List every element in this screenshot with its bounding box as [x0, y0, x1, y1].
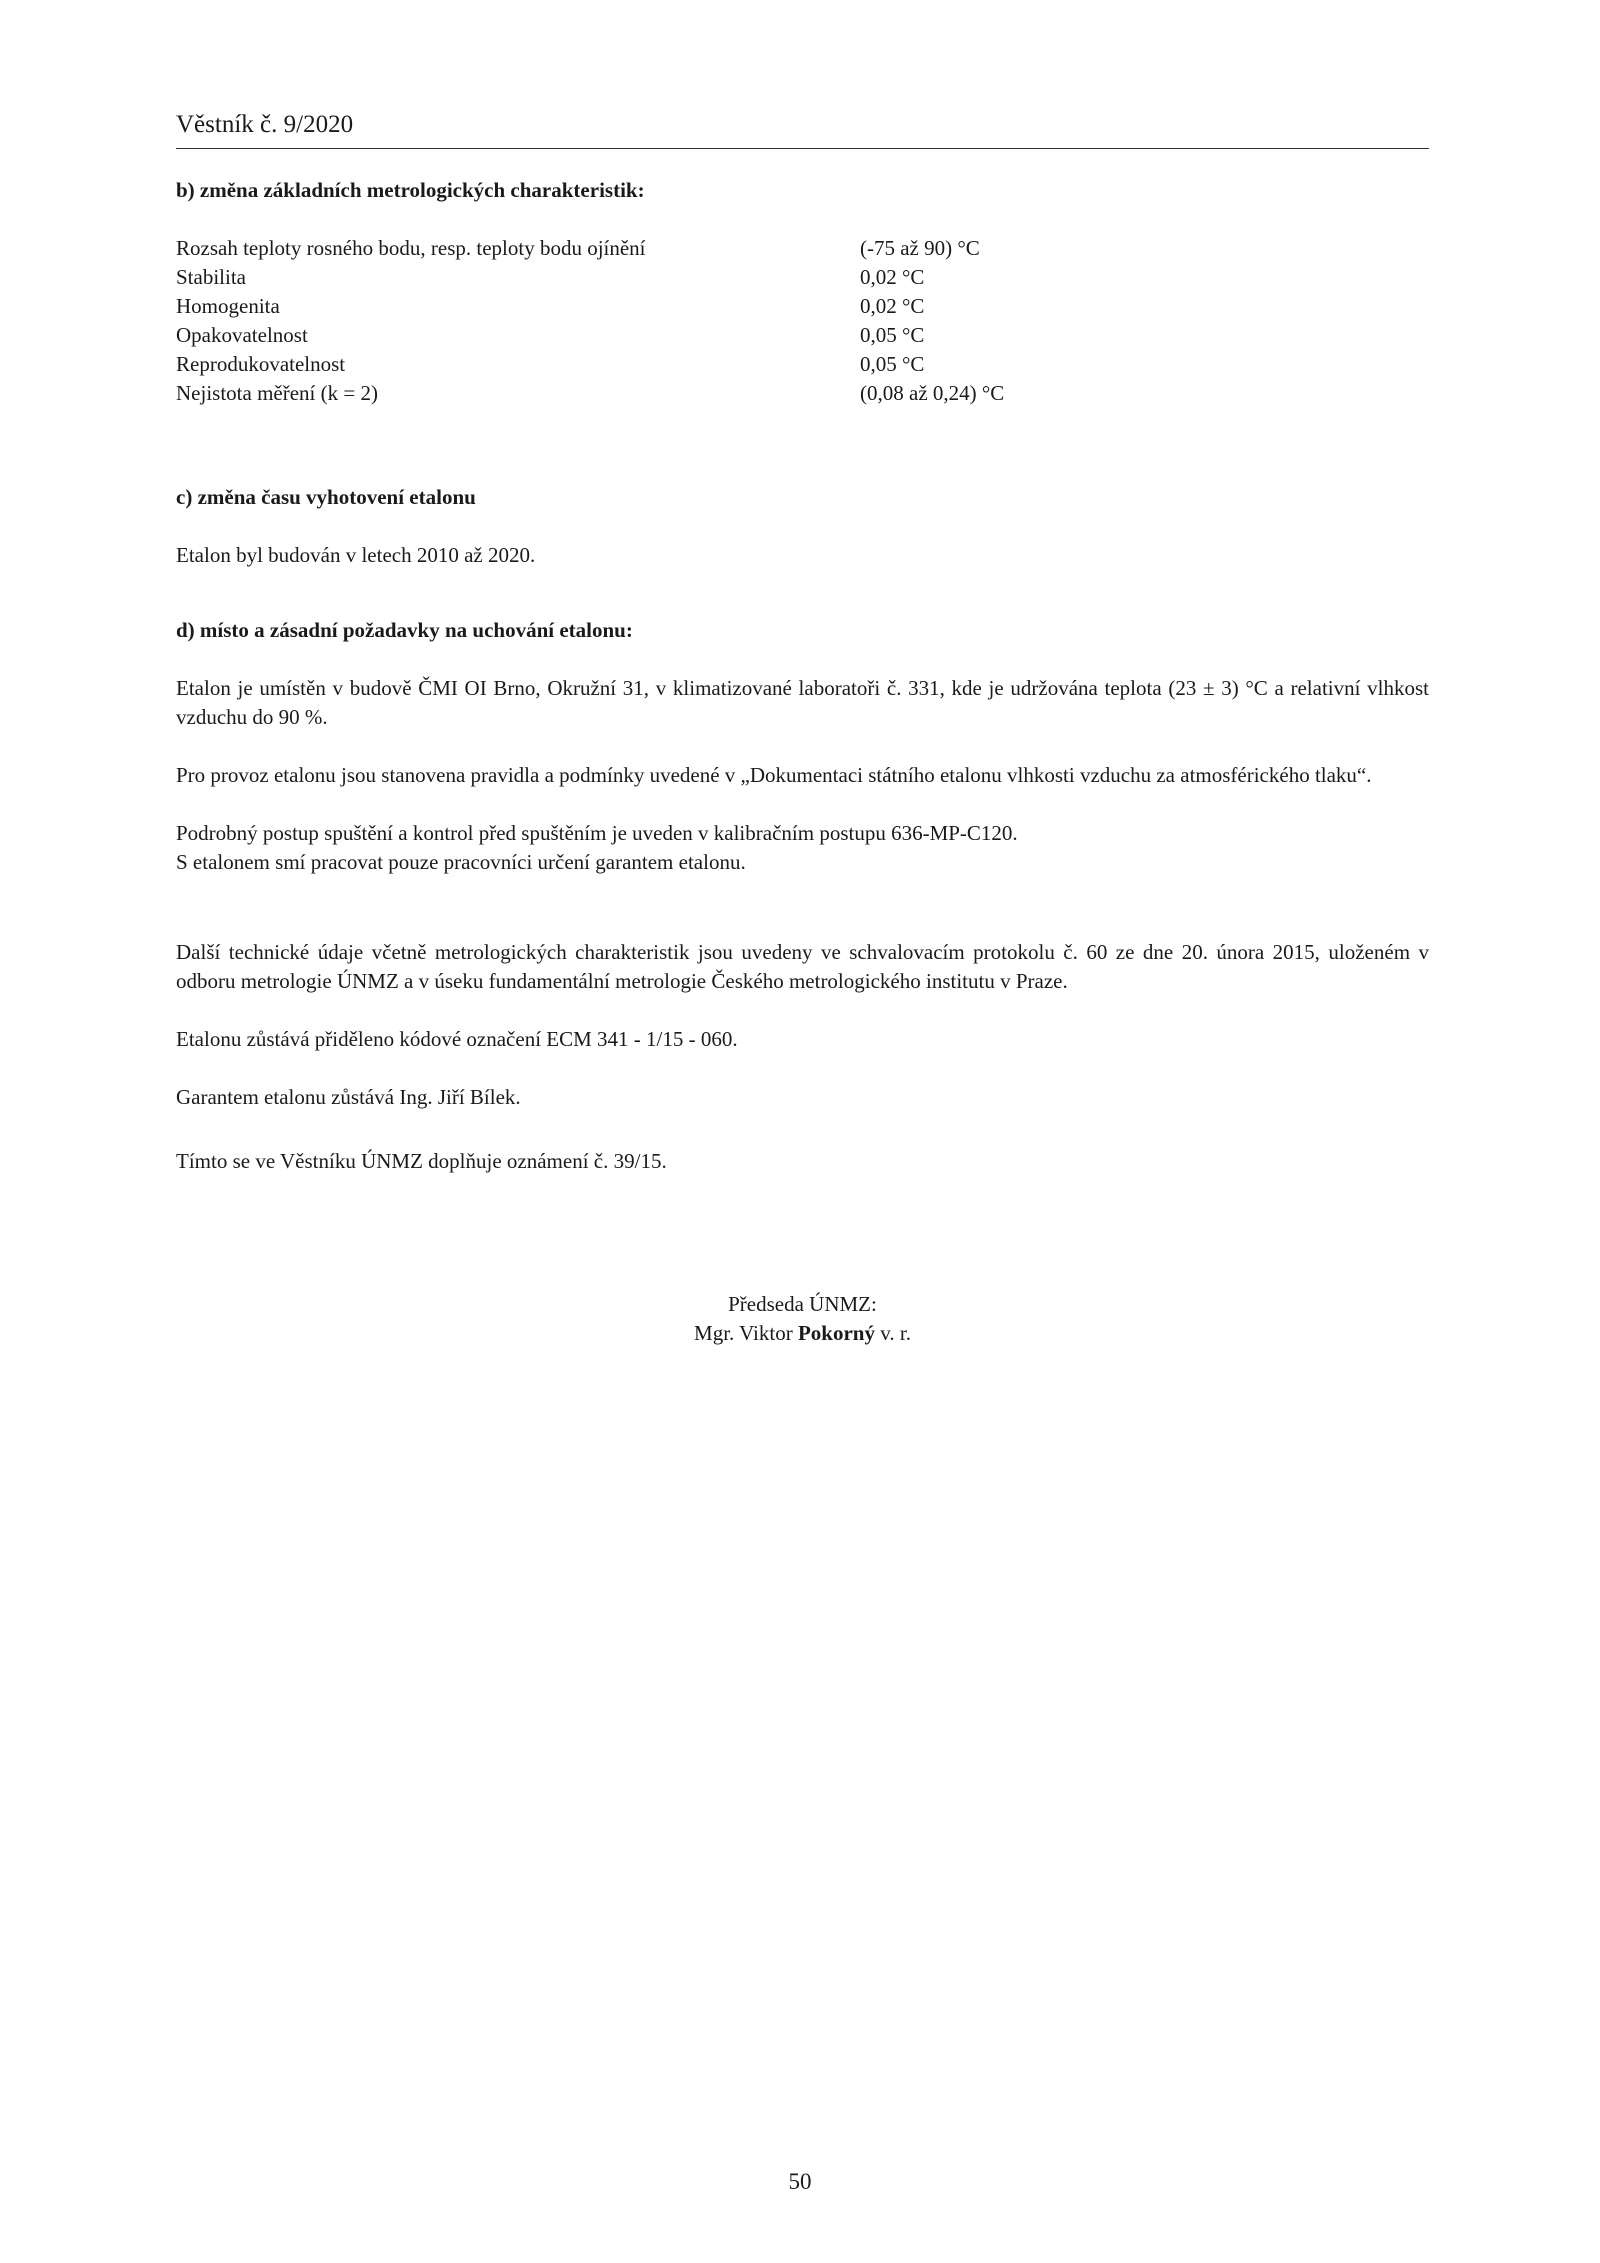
- signature-name-suffix: v. r.: [874, 1321, 911, 1345]
- characteristic-label: Rozsah teploty rosného bodu, resp. teploty bodu ojínění: [176, 236, 646, 260]
- section-c-heading: c) změna času vyhotovení etalonu: [176, 485, 476, 509]
- supplement-paragraph: Tímto se ve Věstníku ÚNMZ doplňuje oznámení č. 39/15.: [176, 1149, 667, 1173]
- characteristic-label: Opakovatelnost: [176, 323, 308, 347]
- characteristic-value: 0,05 °C: [860, 352, 925, 376]
- section-d-paragraph-procedure: Podrobný postup spuštění a kontrol před spuštěním je uveden v kalibračním postupu 636-MP-C120.: [176, 821, 1018, 845]
- characteristic-label: Reprodukovatelnost: [176, 352, 346, 376]
- characteristic-value: (0,08 až 0,24) °C: [860, 381, 1005, 405]
- page-header: [176, 110, 1429, 149]
- characteristic-row: [176, 321, 1076, 350]
- characteristic-row: [176, 350, 1076, 379]
- characteristic-row: [176, 263, 1076, 292]
- signature-surname: Pokorný: [797, 1321, 875, 1345]
- characteristic-value: 0,02 °C: [860, 265, 925, 289]
- section-d-paragraph-rules: Pro provoz etalonu jsou stanovena pravidla a podmínky uvedené v „Dokumentaci státního etalonu vlhkosti vzduchu za atmosférického tlaku“.: [176, 763, 1372, 787]
- characteristic-row: [176, 379, 1076, 408]
- characteristic-label: Nejistota měření (k = 2): [176, 381, 378, 405]
- code-designation-paragraph: Etalonu zůstává přiděleno kódové označení ECM 341 - 1/15 - 060.: [176, 1027, 738, 1051]
- characteristic-value: 0,02 °C: [860, 294, 925, 318]
- characteristic-value: 0,05 °C: [860, 323, 925, 347]
- characteristic-label: Homogenita: [176, 294, 280, 318]
- characteristic-value: (-75 až 90) °C: [860, 236, 980, 260]
- guarantor-paragraph: Garantem etalonu zůstává Ing. Jiří Bílek.: [176, 1085, 521, 1109]
- section-b-heading: b) změna základních metrologických charakteristik:: [176, 178, 645, 202]
- section-d-paragraph-staff: S etalonem smí pracovat pouze pracovníci určení garantem etalonu.: [176, 850, 746, 874]
- technical-details-paragraph: Další technické údaje včetně metrologických charakteristik jsou uvedeny ve schvalovacím protokolu č. 60 ze dne 20. února 2015, uloženém v odboru metrologie ÚNMZ a v úseku fundamentální metrologie Českého metrologického institutu v Praze.: [176, 940, 1429, 993]
- section-d-heading: d) místo a zásadní požadavky na uchování etalonu:: [176, 618, 633, 642]
- signature-name-prefix: Mgr. Viktor: [694, 1321, 798, 1345]
- signature-block: [176, 1290, 1429, 1348]
- characteristic-row: [176, 234, 1076, 263]
- characteristic-label: Stabilita: [176, 265, 246, 289]
- page-number: 50: [788, 2169, 812, 2194]
- section-d-paragraph-location: Etalon je umístěn v budově ČMI OI Brno, Okružní 31, v klimatizované laboratoři č. 331, kde je udržována teplota (23 ± 3) °C a relativní vlhkost vzduchu do 90 %.: [176, 676, 1429, 729]
- section-c-text: Etalon byl budován v letech 2010 až 2020.: [176, 543, 536, 567]
- characteristics-table: [176, 234, 1076, 408]
- page-content: [176, 176, 1429, 1348]
- signature-name: [176, 1319, 1429, 1348]
- signature-role: Předseda ÚNMZ:: [728, 1292, 877, 1316]
- journal-title: Věstník č. 9/2020: [176, 111, 354, 138]
- characteristic-row: [176, 292, 1076, 321]
